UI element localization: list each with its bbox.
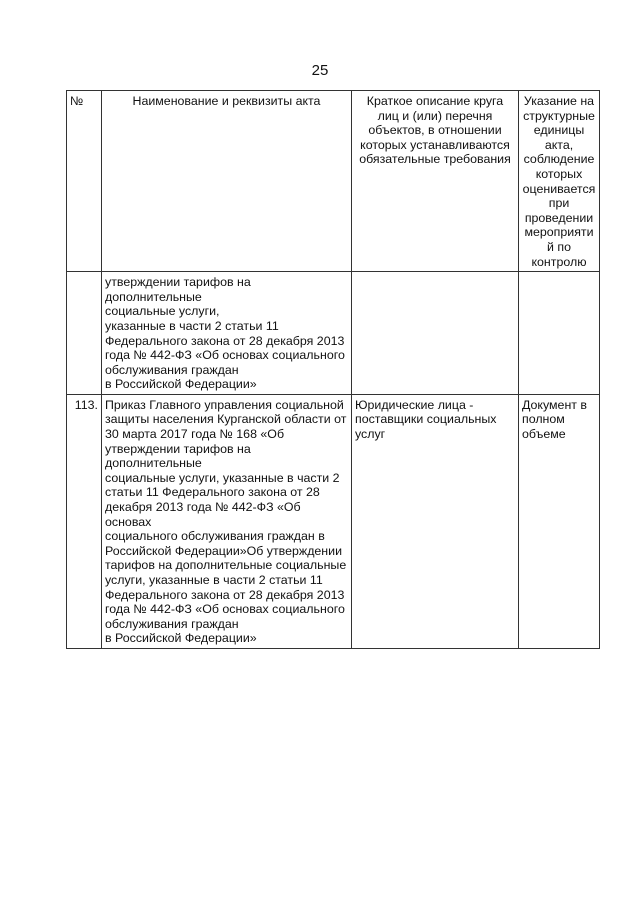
structural-units-cell [519, 272, 600, 395]
header-structural-units: Указание на структурные единицы акта, соблюдение которых оценивается при проведении мероприятий по контролю [519, 91, 600, 272]
structural-units-cell: Документ в полном объеме [519, 394, 600, 648]
row-number-cell [67, 272, 102, 395]
description-cell: Юридические лица - поставщики социальных услуг [352, 394, 519, 648]
row-number-cell: 113. [67, 394, 102, 648]
requirements-table [66, 90, 600, 649]
page-number: 25 [311, 62, 329, 79]
header-number: № [67, 91, 102, 272]
header-act-name: Наименование и реквизиты акта [102, 91, 352, 272]
act-name-cell: утверждении тарифов на дополнительные социальные услуги, указанные в части 2 статьи 11 Федерального закона от 28 декабря 2013 года № 442-ФЗ «Об основах социального обслуживания граждан в Российской Федерации» [102, 272, 352, 395]
table-row [67, 394, 600, 648]
header-description: Краткое описание круга лиц и (или) перечня объектов, в отношении которых устанавливаются обязательные требования [352, 91, 519, 272]
table-row [67, 272, 600, 395]
act-name-cell: Приказ Главного управления социальной защиты населения Курганской области от 30 марта 2017 года № 168 «Об утверждении тарифов на дополнительные социальные услуги, указанные в части 2 статьи 11 Федерального закона от 28 декабря 2013 года № 442-ФЗ «Об основах социального обслуживания граждан в Российской Федерации»Об утверждении тарифов на дополнительные социальные услуги, указанные в части 2 статьи 11 Федерального закона от 28 декабря 2013 года № 442-ФЗ «Об основах социального обслуживания граждан в Российской Федерации» [102, 394, 352, 648]
table-header-row [67, 91, 600, 272]
description-cell [352, 272, 519, 395]
